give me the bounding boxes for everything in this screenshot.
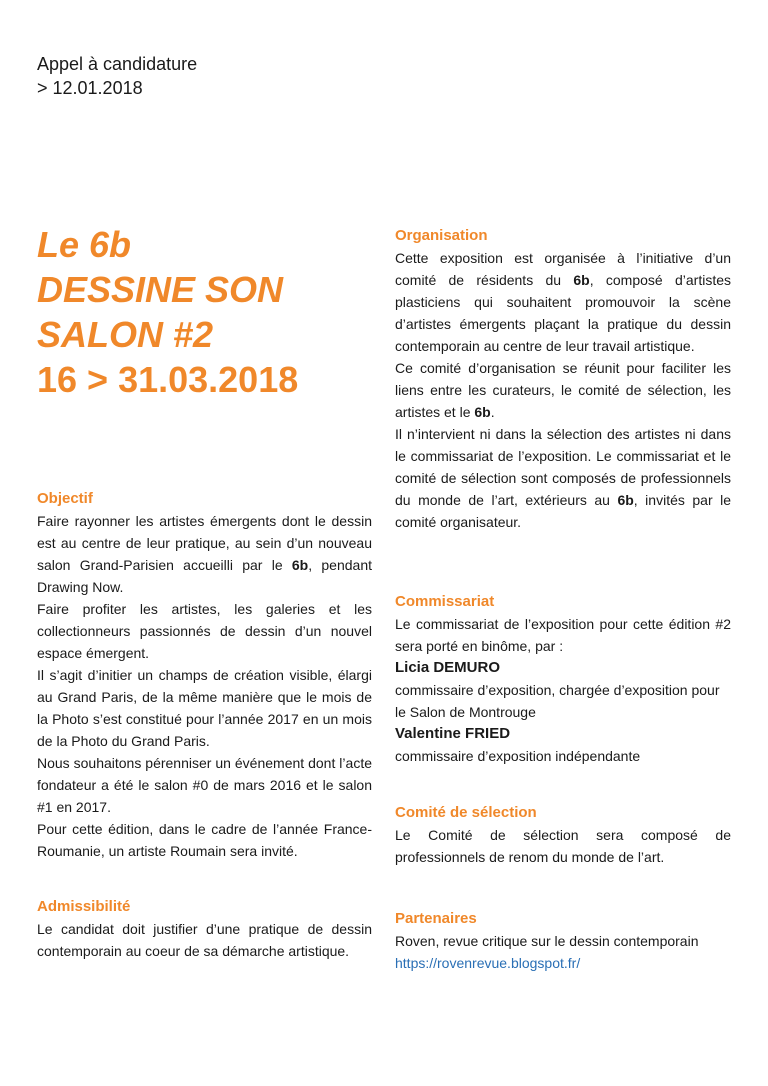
paragraph: Faire rayonner les artistes émergents dont le dessin est au centre de leur pratique, au sein d’un nouveau salon Grand-Parisien accueilli par le 6b, pendant Drawing Now.: [37, 513, 372, 595]
section-commissariat: [395, 591, 731, 767]
paragraph: Nous souhaitons pérenniser un événement dont l’acte fondateur a été le salon #0 de mars 2016 et le salon #1 en 2017.: [37, 755, 372, 815]
title-dates: 16 > 31.03.2018: [37, 359, 299, 400]
title-line-2: DESSINE SON: [37, 269, 284, 310]
paragraph: Le commissariat de l’exposition pour cette édition #2 sera porté en binôme, par :: [395, 616, 731, 654]
call-label: Appel à candidature: [37, 54, 198, 74]
section-heading: Comité de sélection: [395, 804, 537, 821]
section-heading: Admissibilité: [37, 898, 131, 915]
paragraph: Il n’intervient ni dans la sélection des artistes ni dans le commissariat de l’exposition. Le commissariat et le comité de sélection sont composés de professionnels du monde de l’art, extérieurs au 6b, invités par le comité organisateur.: [395, 426, 732, 530]
partner-link[interactable]: https://rovenrevue.blogspot.fr/: [395, 955, 581, 971]
paragraph: Ce comité d’organisation se réunit pour faciliter les liens entre les curateurs, le comité de sélection, les artistes et le 6b.: [395, 360, 731, 420]
title-line-3: SALON #2: [37, 314, 214, 355]
page-title: [37, 222, 298, 402]
paragraph: Pour cette édition, dans le cadre de l’année France-Roumanie, un artiste Roumain sera invité.: [37, 821, 372, 859]
section-partenaires: [395, 908, 731, 974]
curator-name: Licia DEMURO: [395, 659, 501, 676]
paragraph: Le Comité de sélection sera composé de professionnels de renom du monde de l’art.: [395, 827, 731, 865]
section-heading: Organisation: [395, 227, 488, 244]
section-organisation: [395, 225, 731, 533]
title-line-1: Le 6b: [37, 224, 132, 265]
header: [37, 52, 197, 100]
paragraph: Le candidat doit justifier d’une pratique de dessin contemporain au coeur de sa démarche artistique.: [37, 921, 372, 959]
section-comite: [395, 802, 731, 868]
curator-role: commissaire d’exposition indépendante: [395, 748, 641, 764]
curator-name: Valentine FRIED: [395, 725, 511, 742]
paragraph: Roven, revue critique sur le dessin contemporain: [395, 933, 699, 949]
section-admissibilite: [37, 896, 372, 962]
section-heading: Objectif: [37, 490, 93, 507]
section-heading: Commissariat: [395, 593, 495, 610]
section-heading: Partenaires: [395, 910, 477, 927]
curator-role: commissaire d’exposition, chargée d’exposition pour le Salon de Montrouge: [395, 682, 720, 720]
paragraph: Il s’agit d’initier un champs de création visible, élargi au Grand Paris, de la même manière que le mois de la Photo s’est constitué pour l’année 2017 en un mois de la Photo du Grand Paris.: [37, 667, 372, 749]
call-date: > 12.01.2018: [37, 78, 143, 98]
paragraph: Faire profiter les artistes, les galeries et les collectionneurs passionnés de dessin d’un nouvel espace émergent.: [37, 601, 372, 661]
paragraph: Cette exposition est organisée à l’initiative d’un comité de résidents du 6b, composé d’artistes plasticiens qui souhaitent promouvoir la scène d’artistes émergents plaçant la pratique du dessin contemporain au centre de leur travail artistique.: [395, 250, 732, 354]
section-objectif: [37, 488, 372, 862]
